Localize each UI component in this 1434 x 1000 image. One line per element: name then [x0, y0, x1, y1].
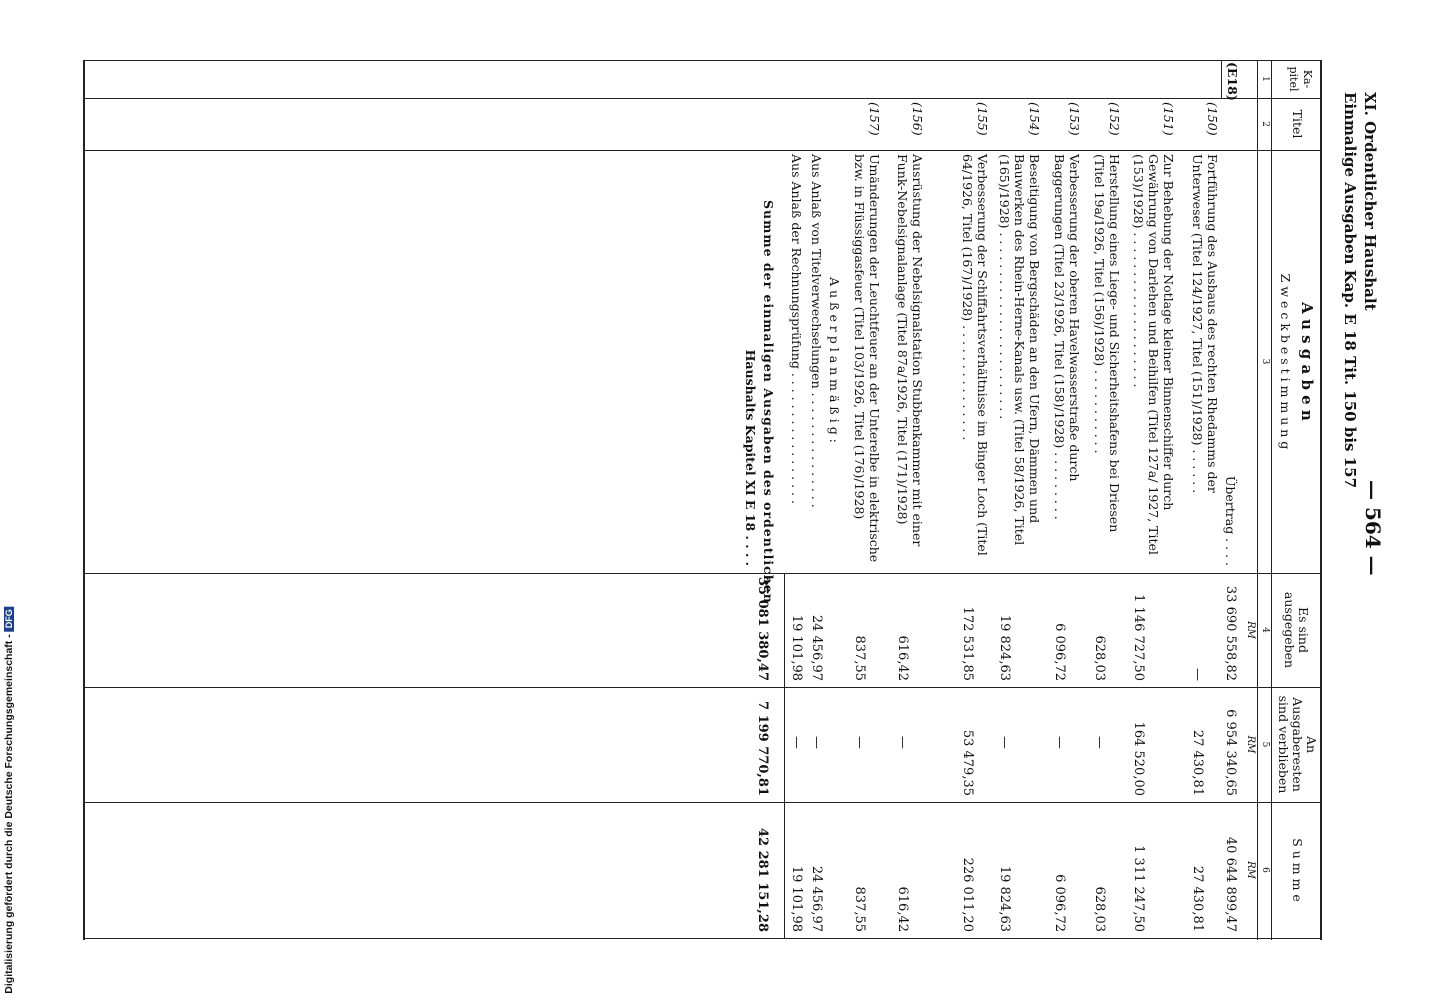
row-ubertrag-summe: 40 644 899,47 [1223, 836, 1238, 932]
row-151-ausgegeben: 1 146 727,50 [1131, 594, 1146, 681]
section-subtitle: Einmalige Ausgaben Kap. E 18 Tit. 150 bis 157 [1341, 92, 1359, 489]
row-154-desc: Beseitigung von Bergschäden an den Ufern, Dämmen und Bauwerken des Rhein-Herne-Kanals usw. (Titel 58/1926, Titel (165)/1928) . . . . . . . . . . . . . . . . . . . . . . . . [997, 154, 1042, 546]
credit-text [3, 606, 15, 993]
total-desc-line2: Haushalts Kapitel XI E 18 . . . . [743, 349, 758, 566]
col-border-zweck [85, 573, 1322, 574]
row-156-titel: (156) [910, 102, 925, 136]
col-border-kapitel [85, 98, 1322, 99]
credit-line: Digitalisierung gefördert durch die Deutsche Forschungsgemeinschaft - [3, 634, 15, 994]
row-152-summe: 628,03 [1092, 886, 1107, 932]
row-rechnungspruefung-summe: 19 101,98 [789, 865, 804, 932]
row-titelverwechselungen-summe: 24 456,97 [809, 865, 824, 932]
dfg-logo: DFG [4, 606, 14, 631]
row-157-ausgegeben: 837,55 [852, 635, 867, 681]
table-top-rule [1320, 60, 1322, 940]
row-titelverwechselungen-reste: — [809, 736, 824, 749]
row-153-reste: — [1052, 736, 1067, 749]
row-157-reste: — [852, 736, 867, 749]
rotated-page [70, 60, 1390, 940]
colnum-2: 2 [1260, 121, 1270, 127]
total-ausgegeben: 35 081 380,47 [755, 576, 770, 681]
row-150-titel: (150) [1205, 102, 1220, 136]
row-ubertrag-desc: Übertrag . . . . [1223, 475, 1238, 566]
col-border-right [85, 938, 1322, 939]
total-reste: 7 199 770,81 [755, 701, 770, 796]
row-titelverwechselungen-desc: Aus Anlaß von Titelverwechselungen . . . . . . . . . . . . . . . [809, 154, 824, 508]
total-rule [784, 573, 785, 938]
row-155-ausgegeben: 172 531,85 [960, 606, 975, 681]
row-rechnungspruefung-ausgegeben: 19 101,98 [789, 614, 804, 681]
col-border-ausgegeben [85, 687, 1322, 688]
row-152-reste: — [1092, 736, 1107, 749]
header-summe: S u m m e [1290, 838, 1305, 902]
row-157-summe: 837,55 [852, 886, 867, 932]
row-156-summe: 616,42 [895, 886, 910, 932]
row-151-summe: 1 311 247,50 [1131, 845, 1146, 932]
row-titelverwechselungen-ausgegeben: 24 456,97 [809, 614, 824, 681]
page-number: — 564 — [1361, 480, 1385, 576]
header-ausgegeben: Es sind ausgegeben [1282, 591, 1311, 669]
row-152-ausgegeben: 628,03 [1092, 635, 1107, 681]
header-kapitel: Ka- pitel [1287, 66, 1314, 92]
row-154-ausgegeben: 19 824,63 [997, 614, 1012, 681]
row-155-summe: 226 011,20 [960, 857, 975, 932]
row-155-reste: 53 479,35 [960, 729, 975, 796]
row-150-reste: 27 430,81 [1190, 729, 1205, 796]
colnum-1: 1 [1260, 76, 1270, 82]
kapitel-label: (E18) [1225, 62, 1240, 101]
header-ausgabereste: An Ausgaberesten sind verblieben [1276, 695, 1319, 794]
column-number-rule [1257, 60, 1258, 940]
row-153-titel: (153) [1067, 102, 1082, 136]
colnum-4: 4 [1260, 627, 1270, 633]
row-rechnungspruefung-reste: — [789, 736, 804, 749]
row-154-titel: (154) [1027, 102, 1042, 136]
dfg-credit [0, 0, 18, 1000]
row-152-desc: Herstellung eines Liege- und Sicherheitshafens bei Driesen (Titel 19a/1926, Titel (156)/1928) . . . . . . . . . . . [1092, 154, 1122, 533]
table-bottom-rule [83, 60, 85, 940]
section-title: XI. Ordentlicher Haushalt [1361, 92, 1379, 311]
total-summe: 42 281 151,28 [755, 827, 770, 932]
row-ubertrag-reste: 6 954 340,65 [1223, 709, 1238, 796]
row-152-titel: (152) [1107, 102, 1122, 136]
header-titel: Titel [1290, 109, 1305, 139]
row-156-reste: — [895, 736, 910, 749]
total-desc-line1: Summe der einmaligen Ausgaben des ordentlichen [761, 200, 776, 604]
row-153-ausgegeben: 6 096,72 [1052, 623, 1067, 681]
row-153-desc: Verbesserung der oberen Havelwasserstraße durch Baggerungen (Titel 23/1926, Titel (158)/1928) . . . . . . . . . [1052, 154, 1082, 520]
unit-summe: RM [1245, 861, 1256, 879]
colnum-6: 6 [1260, 867, 1270, 873]
col-border-left [85, 60, 1322, 61]
row-156-desc: Ausrüstung der Nebelsignalstation Stubbenkammer mit einer Funk-Nebelsignalanlage (Titel 87a/1926, Titel (171)/1928) [895, 154, 925, 547]
col-border-titel [85, 150, 1322, 151]
row-155-desc: Verbesserung der Schiffahrtsverhältnisse im Binger Loch (Titel 64/1926, Titel (167)/1928) . . . . . . . . . . . . . . . [960, 154, 990, 556]
colnum-3: 3 [1260, 358, 1270, 365]
row-154-reste: — [997, 736, 1012, 749]
kapitel-rule [1221, 60, 1222, 98]
row-150-ausgegeben: — [1190, 668, 1205, 681]
unit-reste: RM [1245, 735, 1256, 754]
row-151-reste: 164 520,00 [1131, 721, 1146, 796]
page-header [1328, 60, 1390, 940]
row-156-ausgegeben: 616,42 [895, 635, 910, 681]
row-151-desc: Zur Behebung der Notlage kleiner Binnenschiffer durch Gewährung von Darlehen und Beihilfen (Titel 127a/ 1927, Titel (153)/1928) . . . . . . . . . . . . . . . . . . . . [1131, 154, 1176, 555]
row-150-desc: Fortführung des Ausbaus des rechten Rhedamms der Unterweser (Titel 124/1927, Titel (151)/1928) . . . . . . [1190, 154, 1220, 494]
row-155-titel: (155) [975, 102, 990, 136]
header-ausgaben: A u s g a b e n [1298, 302, 1316, 421]
colnum-5: 5 [1260, 741, 1270, 748]
header-zweckbestimmung: Z w e c k b e s t i m m u n g [1278, 273, 1293, 450]
row-157-desc: Umänderungen der Leuchtfeuer an der Unterelbe in elektrische bzw. in Flüssiggasfeuer (Titel 103/1926, Titel (176)/1928) [852, 154, 882, 563]
row-153-summe: 6 096,72 [1052, 874, 1067, 932]
unit-ausgegeben: RM [1245, 621, 1256, 639]
header-rule [1271, 60, 1272, 940]
row-150-summe: 27 430,81 [1190, 865, 1205, 932]
row-ubertrag-ausgegeben: 33 690 558,82 [1223, 585, 1238, 681]
row-154-summe: 19 824,63 [997, 865, 1012, 932]
row-rechnungspruefung-desc: Aus Anlaß der Rechnungsprüfung . . . . . . . . . . . . . . . . . [789, 154, 804, 504]
col-border-reste [85, 802, 1322, 803]
section-heading [1340, 92, 1380, 488]
row-157-titel: (157) [867, 102, 882, 136]
row-151-titel: (151) [1161, 102, 1176, 136]
ausserplanmaessig-heading: A u ß e r p l a n m ä ß i g : [827, 277, 842, 443]
